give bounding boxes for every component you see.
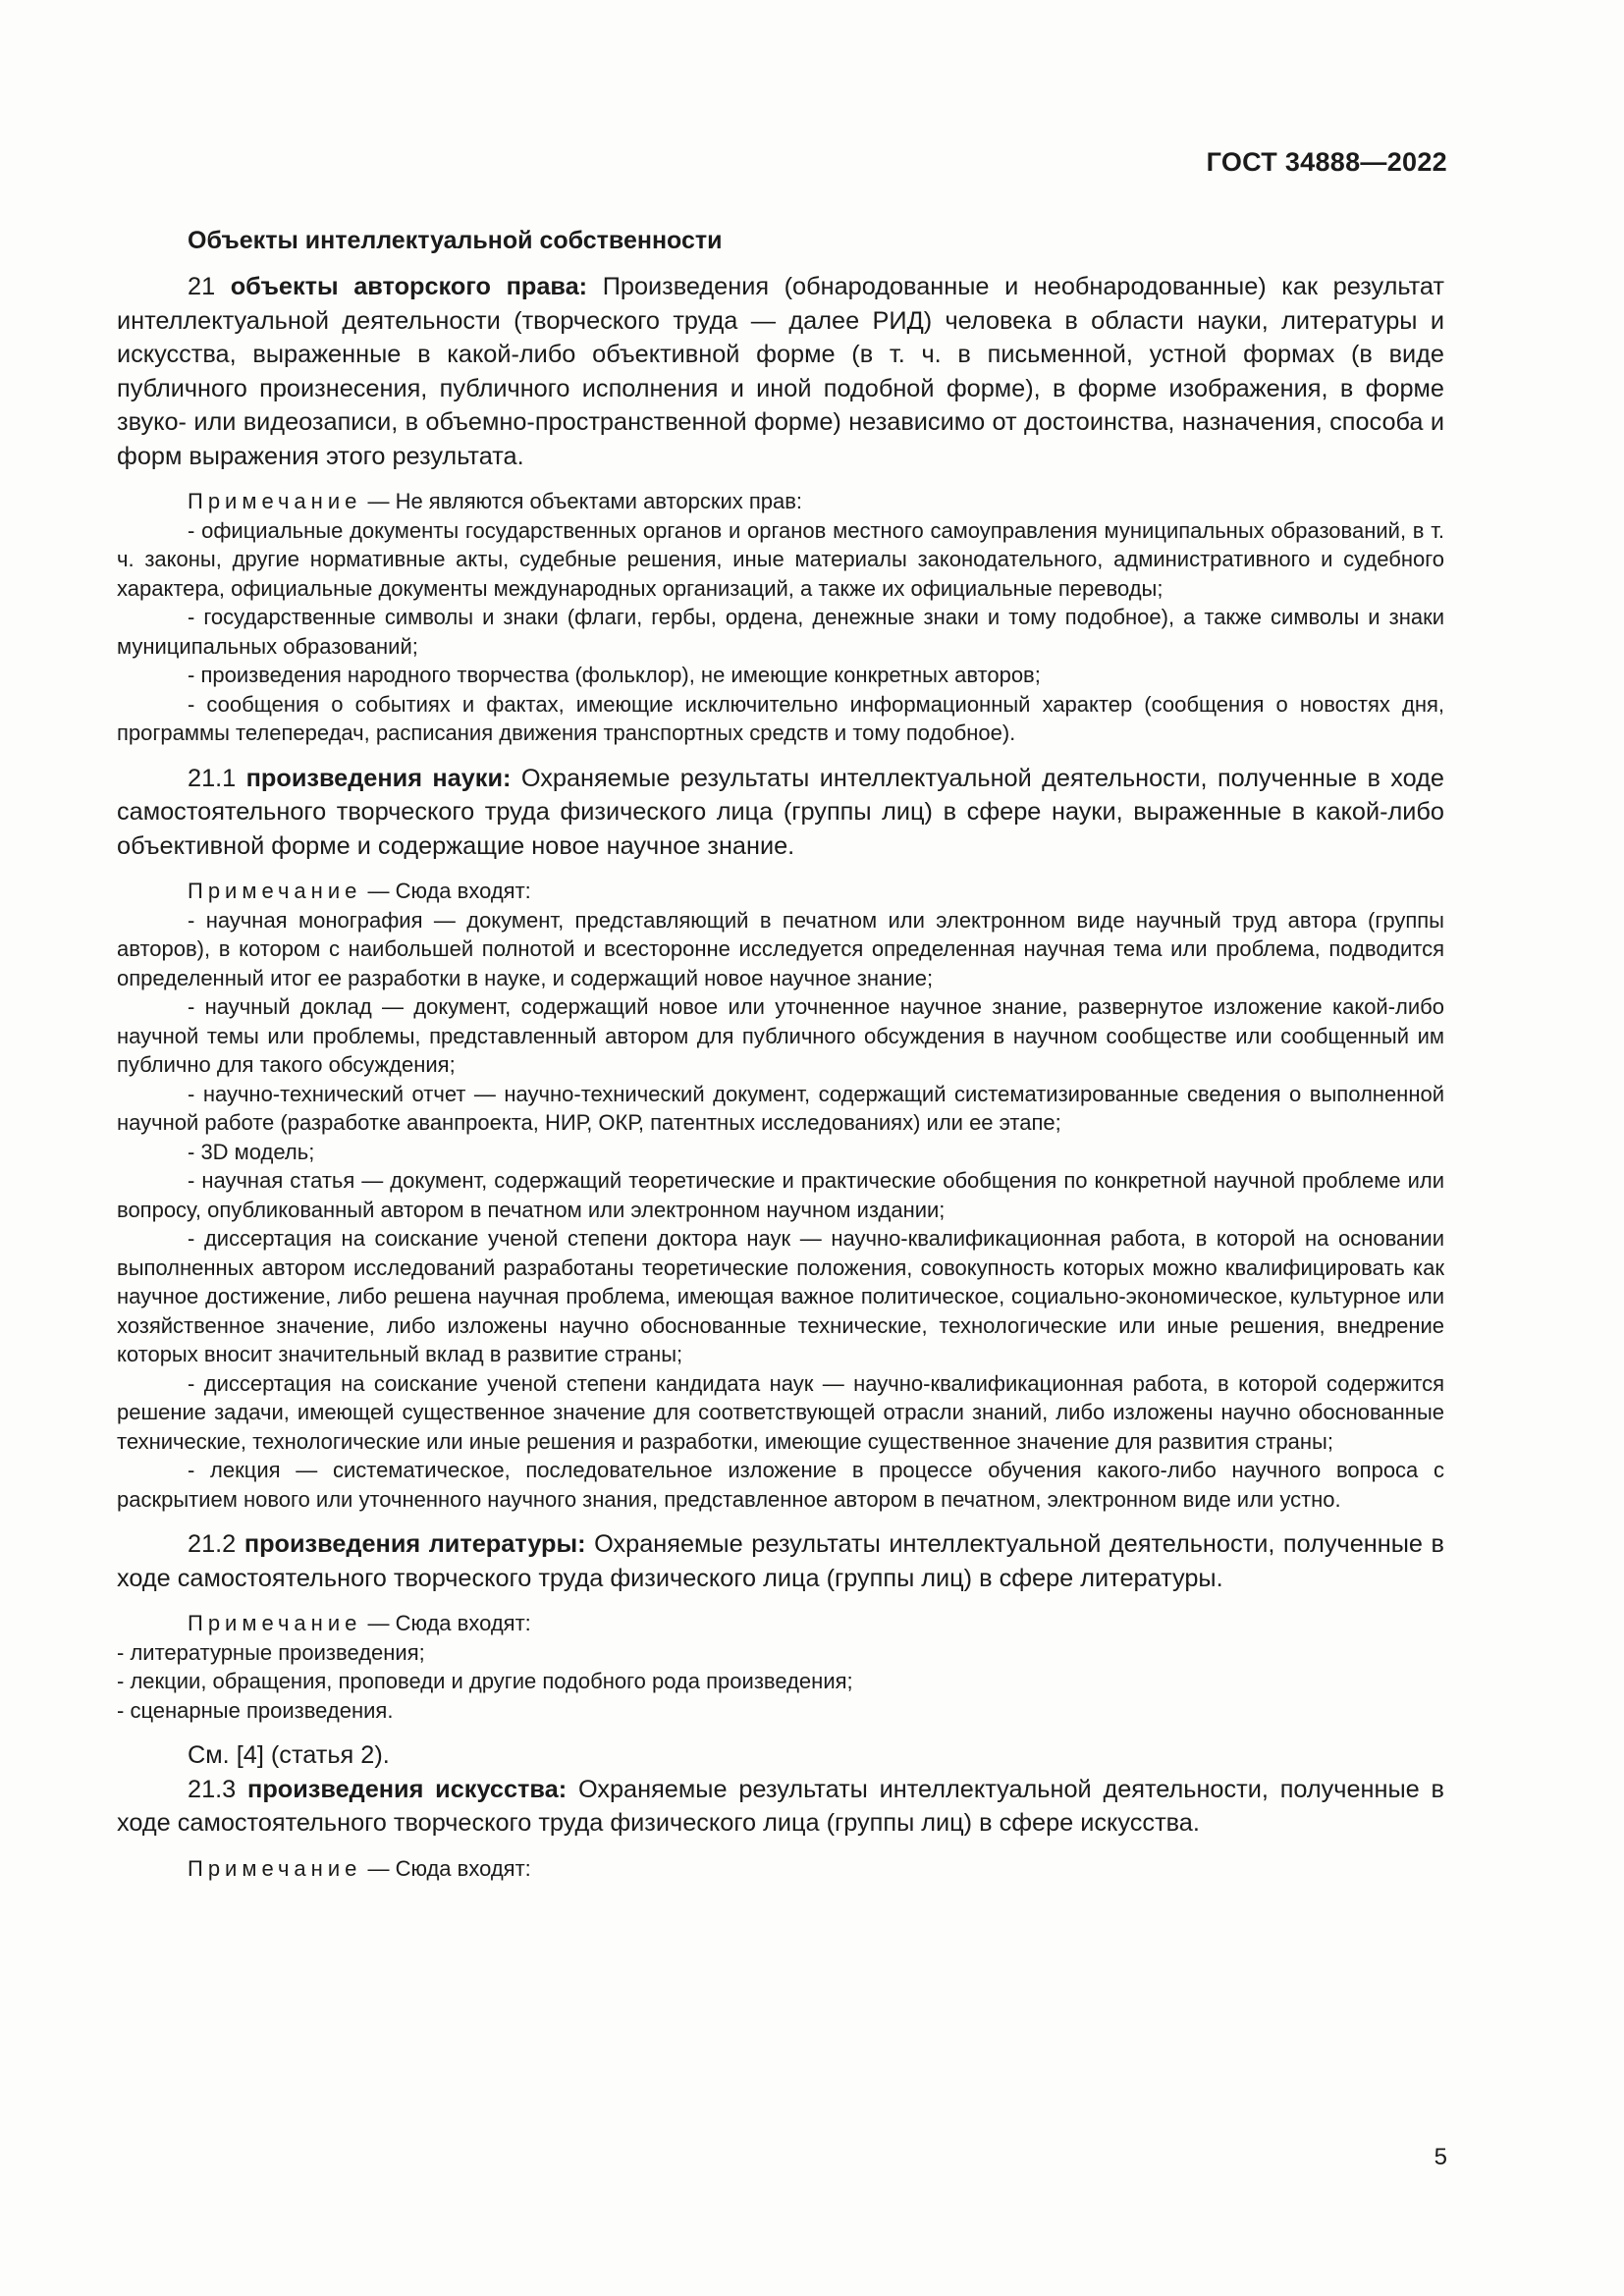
page-number: 5 [1434, 2144, 1447, 2170]
note-intro: — Сюда входят: [361, 1855, 531, 1881]
term-number: 21 [188, 273, 231, 300]
note-list-item: - диссертация на соискание ученой степени доктора наук — научно-квалификационная работа, в которой на основании выполненных автором исследований разработаны теоретические положения, совокупность которых можно квалифицировать как научное достижение, либо решена научная проблема, имеющая важное политическое, социально-экономическое, культурное или хозяйственное значение, либо изложены научно обоснованные технические, технологические или иные решения, внедрение которых вносит значительный вклад в развитие страны; [117, 1226, 1444, 1366]
term-number: 21.1 [188, 764, 246, 792]
note-list-item: - сценарные произведения. [117, 1697, 394, 1723]
note-list-item: - сообщения о событиях и фактах, имеющие исключительно информационный характер (сообщения о новостях дня, программы телепередач, расписания движения транспортных средств и тому подобное). [117, 691, 1444, 745]
note-intro: — Сюда входят: [361, 879, 531, 903]
note-list-item: - произведения народного творчества (фольклор), не имеющие конкретных авторов; [188, 663, 1041, 687]
term-text: Произведения (обнародованные и необнародованные) как результат интеллектуальной деятельности (творческого труда — далее РИД) человека в области науки, литературы и искусства, выраженные в какой-либо объективной форме (в т. ч. в письменной, устной формах (в виде публичного произнесения, публичного исполнения и иной подобной форме), в форме изображения, в форме звуко- или видеозаписи, в объемно-пространственной форме) независимо от достоинства, назначения, способа и форм выражения этого результата. [117, 273, 1444, 470]
term-name: произведения искусства: [247, 1775, 568, 1803]
term-name: объекты авторского права: [230, 273, 588, 300]
section-heading: Объекты интеллектуальной собственности [188, 227, 723, 254]
note-intro: — Сюда входят: [361, 1611, 531, 1635]
note-list-item: - 3D модель; [188, 1139, 315, 1164]
note-header [117, 487, 1444, 516]
term-number: 21.3 [188, 1775, 248, 1803]
term-name: произведения науки: [245, 764, 512, 792]
document-code: ГОСТ 34888—2022 [1206, 147, 1447, 177]
document-body [117, 224, 1444, 1896]
note-block [117, 1609, 1444, 1725]
note-list-item: - научная статья — документ, содержащий теоретические и практические обобщения по конкретной научной проблеме или вопросу, опубликованный автором в печатном или электронном научном издании; [117, 1168, 1444, 1222]
note-list-item: - государственные символы и знаки (флаги, гербы, ордена, денежные знаки и тому подобное), а также символы и знаки муниципальных образований; [117, 605, 1444, 659]
note-block [117, 1854, 1444, 1884]
term-text: Охраняемые результаты интеллектуальной деятельности, полученные в ходе самостоятельного творческого труда физического лица (группы лиц) в сфере искусства. [117, 1775, 1444, 1837]
term-definition [117, 1773, 1444, 1841]
cross-reference: См. [4] (статья 2). [188, 1741, 390, 1769]
note-list-item: - диссертация на соискание ученой степени кандидата наук — научно-квалификационная работа, в которой содержится решение задачи, имеющей существенное значение для соответствующей отрасли знаний, либо изложены научно обоснованные технические, технологические или иные решения и разработки, имеющие существенное значение для развития страны; [117, 1370, 1444, 1454]
term-definition [117, 762, 1444, 864]
note-list-item: - лекции, обращения, проповеди и другие подобного рода произведения; [117, 1669, 853, 1693]
note-list-item: - научная монография — документ, представляющий в печатном или электронном виде научный труд автора (группы авторов), в котором с наибольшей полнотой и всесторонне исследуется определенная научная тема или проблема, подводится определенный итог ее разработки в науке, и содержащий новое научное знание; [117, 907, 1444, 990]
term-definition [117, 1527, 1444, 1595]
note-list-item: - научно-технический отчет — научно-технический документ, содержащий систематизированные сведения о выполненной научной работе (разработке аванпроекта, НИР, ОКР, патентных исследованиях) или ее этапе; [117, 1081, 1444, 1135]
term-text: Охраняемые результаты интеллектуальной деятельности, полученные в ходе самостоятельного творческого труда физического лица (группы лиц) в сфере литературы. [117, 1530, 1444, 1592]
note-block [117, 877, 1444, 1514]
note-list-item: - лекция — систематическое, последовательное изложение в процессе обучения какого-либо научного вопроса с раскрытием нового или уточненного научного знания, представленное автором в печатном, электронном виде или устно. [117, 1458, 1444, 1512]
note-list-item: - научный доклад — документ, содержащий новое или уточненное научное знание, развернутое изложение какой-либо научной темы или проблемы, представленный автором для публичного обсуждения в научном сообществе или сообщенный им публично для такого обсуждения; [117, 994, 1444, 1077]
note-list-item: - официальные документы государственных органов и органов местного самоуправления муниципальных образований, в т. ч. законы, другие нормативные акты, судебные решения, иные материалы законодательного, административного и судебного характера, официальные документы международных организаций, а также их официальные переводы; [117, 517, 1444, 601]
note-header [117, 1854, 1444, 1884]
note-block [117, 487, 1444, 748]
note-label: Примечание [188, 879, 362, 903]
note-label: Примечание [188, 489, 362, 513]
term-name: произведения литературы: [244, 1530, 586, 1558]
note-header [117, 877, 1444, 906]
note-list-item: - литературные произведения; [117, 1639, 425, 1665]
term-definition [117, 270, 1444, 473]
note-label: Примечание [188, 1611, 362, 1635]
note-label: Примечание [188, 1855, 362, 1881]
note-intro: — Не являются объектами авторских прав: [361, 489, 803, 513]
term-number: 21.2 [188, 1530, 244, 1558]
note-header [117, 1609, 1444, 1638]
term-text: Охраняемые результаты интеллектуальной деятельности, полученные в ходе самостоятельного творческого труда физического лица (группы лиц) в сфере науки, выраженные в какой-либо объективной форме и содержащие новое научное знание. [117, 764, 1445, 860]
